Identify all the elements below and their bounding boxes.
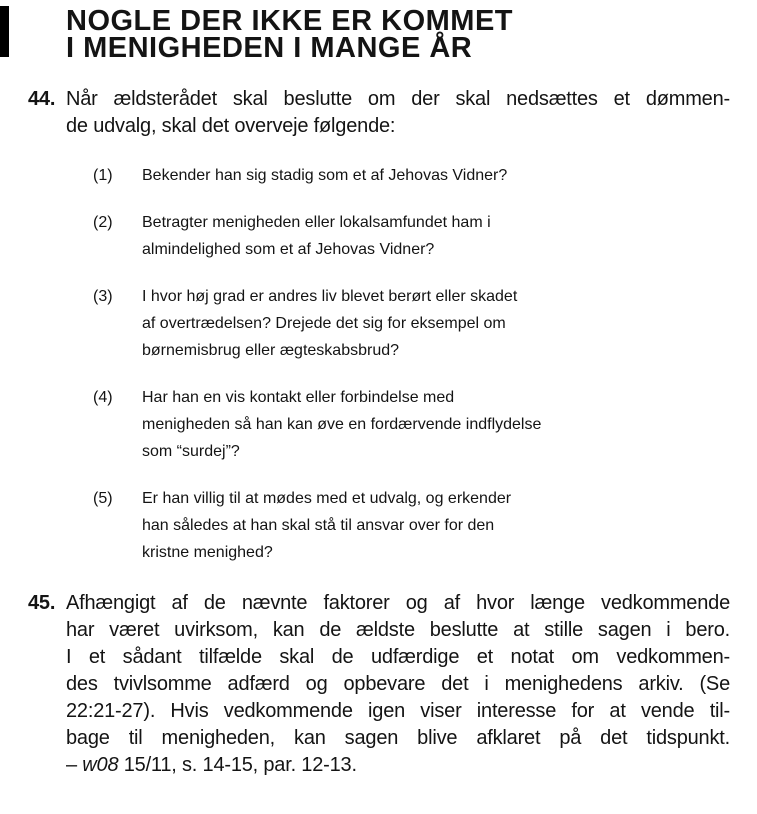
list-item-text-line: Bekender han sig stadig som et af Jehovas Vidner? — [142, 167, 508, 184]
list-item — [0, 485, 757, 566]
scan-artifact-mark — [0, 6, 9, 57]
paragraph-text-line: 22:21-27). Hvis vedkommende igen viser interesse for at vende til- — [66, 700, 730, 722]
list-item-text-line: menigheden så han kan øve en fordærvende indflydelse — [142, 416, 542, 433]
paragraph-text-line: I et sådant tilfælde skal de udfærdige et notat om vedkommen- — [66, 646, 730, 668]
list-item-text — [142, 162, 757, 189]
paragraph-text — [66, 86, 730, 140]
list-item-text-line: som “surdej”? — [142, 443, 240, 460]
list-item-text-line: almindelighed som et af Jehovas Vidner? — [142, 241, 435, 258]
list-item-text-line: Har han en vis kontakt eller forbindelse med — [142, 389, 455, 406]
paragraph-number: 45. — [28, 592, 56, 614]
list-item-number: (3) — [93, 288, 113, 305]
list-item-text-line: han således at han skal stå til ansvar over for den — [142, 517, 495, 534]
list-item-text-line: af overtrædelsen? Drejede det sig for eksempel om — [142, 315, 506, 332]
section-heading — [66, 5, 757, 64]
question-list — [0, 162, 757, 566]
list-item-number: (1) — [93, 167, 113, 184]
paragraph-text-line: bage til menigheden, kan sagen blive afklaret på det tidspunkt. — [66, 727, 730, 749]
section-heading-line: NOGLE DER IKKE ER KOMMET — [66, 5, 514, 37]
list-item-number: (5) — [93, 490, 113, 507]
list-item — [0, 384, 757, 465]
paragraph-text-line: har været uvirksom, kan de ældste beslutte at stille sagen i bero. — [66, 619, 730, 641]
paragraph-text-line: Afhængigt af de nævnte faktorer og af hvor længe vedkommende — [66, 592, 730, 614]
paragraph-text-line: Når ældsterådet skal beslutte om der skal nedsættes et dømmen- — [66, 88, 730, 110]
citation-dash: – — [66, 754, 83, 776]
list-item-text-line: Betragter menigheden eller lokalsamfundet ham i — [142, 214, 491, 231]
list-item-text — [142, 485, 757, 566]
list-item-text-line: Er han villig til at mødes med et udvalg, og erkender — [142, 490, 512, 507]
paragraph-text-lines — [66, 590, 730, 752]
citation-work: w08 — [82, 754, 119, 776]
citation-detail: 15/11, s. 14-15, par. 12-13. — [118, 754, 357, 776]
paragraph-text — [66, 590, 730, 779]
list-item — [0, 209, 757, 263]
list-item-text — [142, 209, 757, 263]
list-item-number: (2) — [93, 214, 113, 231]
list-item-number: (4) — [93, 389, 113, 406]
list-item-text-line: kristne menighed? — [142, 544, 273, 561]
paragraph-text-line: des tvivlsomme adfærd og opbevare det i menighedens arkiv. (Se — [66, 673, 730, 695]
paragraph-45 — [0, 590, 757, 779]
list-item — [0, 283, 757, 364]
list-item-text — [142, 283, 757, 364]
section-heading-line: I MENIGHEDEN I MANGE ÅR — [66, 32, 473, 64]
list-item-text-line: I hvor høj grad er andres liv blevet berørt eller skadet — [142, 288, 518, 305]
list-item — [0, 162, 757, 189]
paragraph-44 — [0, 86, 757, 140]
citation-reference — [66, 752, 730, 779]
paragraph-number: 44. — [28, 88, 56, 110]
list-item-text-line: børnemisbrug eller ægteskabsbrud? — [142, 342, 400, 359]
paragraph-text-line: de udvalg, skal det overveje følgende: — [66, 115, 396, 137]
list-item-text — [142, 384, 757, 465]
